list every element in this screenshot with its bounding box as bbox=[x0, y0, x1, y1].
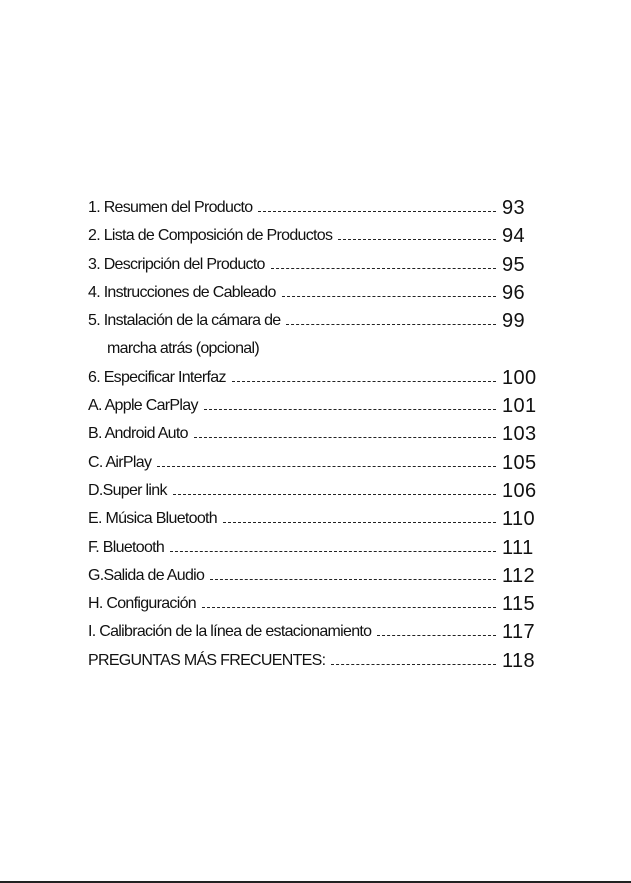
toc-entry-label: A. Apple CarPlay bbox=[88, 397, 198, 415]
toc-entry-page: 96 bbox=[502, 281, 526, 304]
toc-entry-page: 101 bbox=[502, 395, 537, 418]
toc-entry-page: 111 bbox=[502, 536, 534, 559]
toc-entry-camara-continuation bbox=[88, 337, 542, 365]
toc-entry-page: 110 bbox=[502, 508, 536, 531]
toc-entry-android-auto bbox=[88, 422, 542, 450]
toc-entry-descripcion bbox=[88, 253, 542, 281]
toc-entry-faq bbox=[88, 649, 542, 677]
dot-leader bbox=[202, 607, 496, 608]
toc-entry-page: 112 bbox=[502, 564, 536, 587]
toc-entry-page: 99 bbox=[502, 310, 526, 333]
toc-entry-label: H. Configuración bbox=[88, 595, 196, 613]
toc-entry-label: 4. Instrucciones de Cableado bbox=[88, 283, 276, 301]
toc-entry-label: 2. Lista de Composición de Productos bbox=[88, 227, 333, 245]
toc-entry-page: 106 bbox=[502, 479, 537, 502]
dot-leader bbox=[157, 466, 496, 467]
dot-leader bbox=[194, 437, 496, 438]
toc-entry-label: B. Android Auto bbox=[88, 425, 188, 443]
toc-entry-page: 105 bbox=[502, 451, 537, 474]
toc-entry-camara bbox=[88, 309, 542, 337]
dot-leader bbox=[286, 324, 496, 325]
dot-leader bbox=[173, 494, 496, 495]
toc-entry-label: F. Bluetooth bbox=[88, 538, 165, 556]
dot-leader bbox=[282, 296, 496, 297]
toc-entry-label: marcha atrás (opcional) bbox=[107, 340, 259, 358]
toc-entry-musica-bluetooth bbox=[88, 507, 542, 535]
toc-entry-label: C. AirPlay bbox=[88, 453, 152, 471]
toc-entry-lista bbox=[88, 224, 542, 252]
dot-leader bbox=[271, 268, 496, 269]
toc-entry-label: G.Salida de Audio bbox=[88, 566, 205, 584]
dot-leader bbox=[338, 239, 496, 240]
toc-entry-super-link bbox=[88, 479, 542, 507]
toc-entry-label: I. Calibración de la línea de estacionamiento bbox=[88, 623, 372, 641]
dot-leader bbox=[232, 381, 496, 382]
dot-leader bbox=[331, 664, 496, 665]
toc-entry-airplay bbox=[88, 451, 542, 479]
toc-entry-page: 100 bbox=[502, 366, 537, 389]
toc-entry-interfaz bbox=[88, 366, 542, 394]
toc-entry-bluetooth bbox=[88, 536, 542, 564]
table-of-contents bbox=[88, 196, 542, 677]
toc-entry-page: 93 bbox=[502, 197, 526, 219]
toc-entry-page: 117 bbox=[502, 621, 536, 644]
toc-entry-salida-audio bbox=[88, 564, 542, 592]
toc-entry-page: 115 bbox=[502, 593, 536, 616]
toc-entry-label: 1. Resumen del Producto bbox=[88, 199, 253, 216]
toc-entry-resumen bbox=[88, 196, 542, 224]
toc-entry-page: 118 bbox=[502, 649, 536, 672]
toc-entry-label: 3. Descripción del Producto bbox=[88, 255, 265, 273]
toc-entry-configuracion bbox=[88, 592, 542, 620]
toc-entry-calibracion bbox=[88, 620, 542, 648]
toc-entry-label: 6. Especificar Interfaz bbox=[88, 368, 226, 386]
dot-leader bbox=[170, 551, 496, 552]
toc-entry-cableado bbox=[88, 281, 542, 309]
toc-entry-carplay bbox=[88, 394, 542, 422]
toc-entry-label: E. Música Bluetooth bbox=[88, 510, 217, 528]
dot-leader bbox=[210, 579, 496, 580]
toc-entry-label: 5. Instalación de la cámara de bbox=[88, 312, 281, 330]
toc-entry-label: D.Super link bbox=[88, 481, 167, 499]
toc-entry-page: 94 bbox=[502, 225, 526, 248]
toc-entry-page: 103 bbox=[502, 423, 537, 446]
toc-entry-label: PREGUNTAS MÁS FRECUENTES: bbox=[88, 651, 326, 669]
dot-leader bbox=[258, 211, 496, 212]
toc-entry-page: 95 bbox=[502, 253, 526, 276]
dot-leader bbox=[377, 635, 496, 636]
dot-leader bbox=[223, 522, 496, 523]
dot-leader bbox=[204, 409, 496, 410]
